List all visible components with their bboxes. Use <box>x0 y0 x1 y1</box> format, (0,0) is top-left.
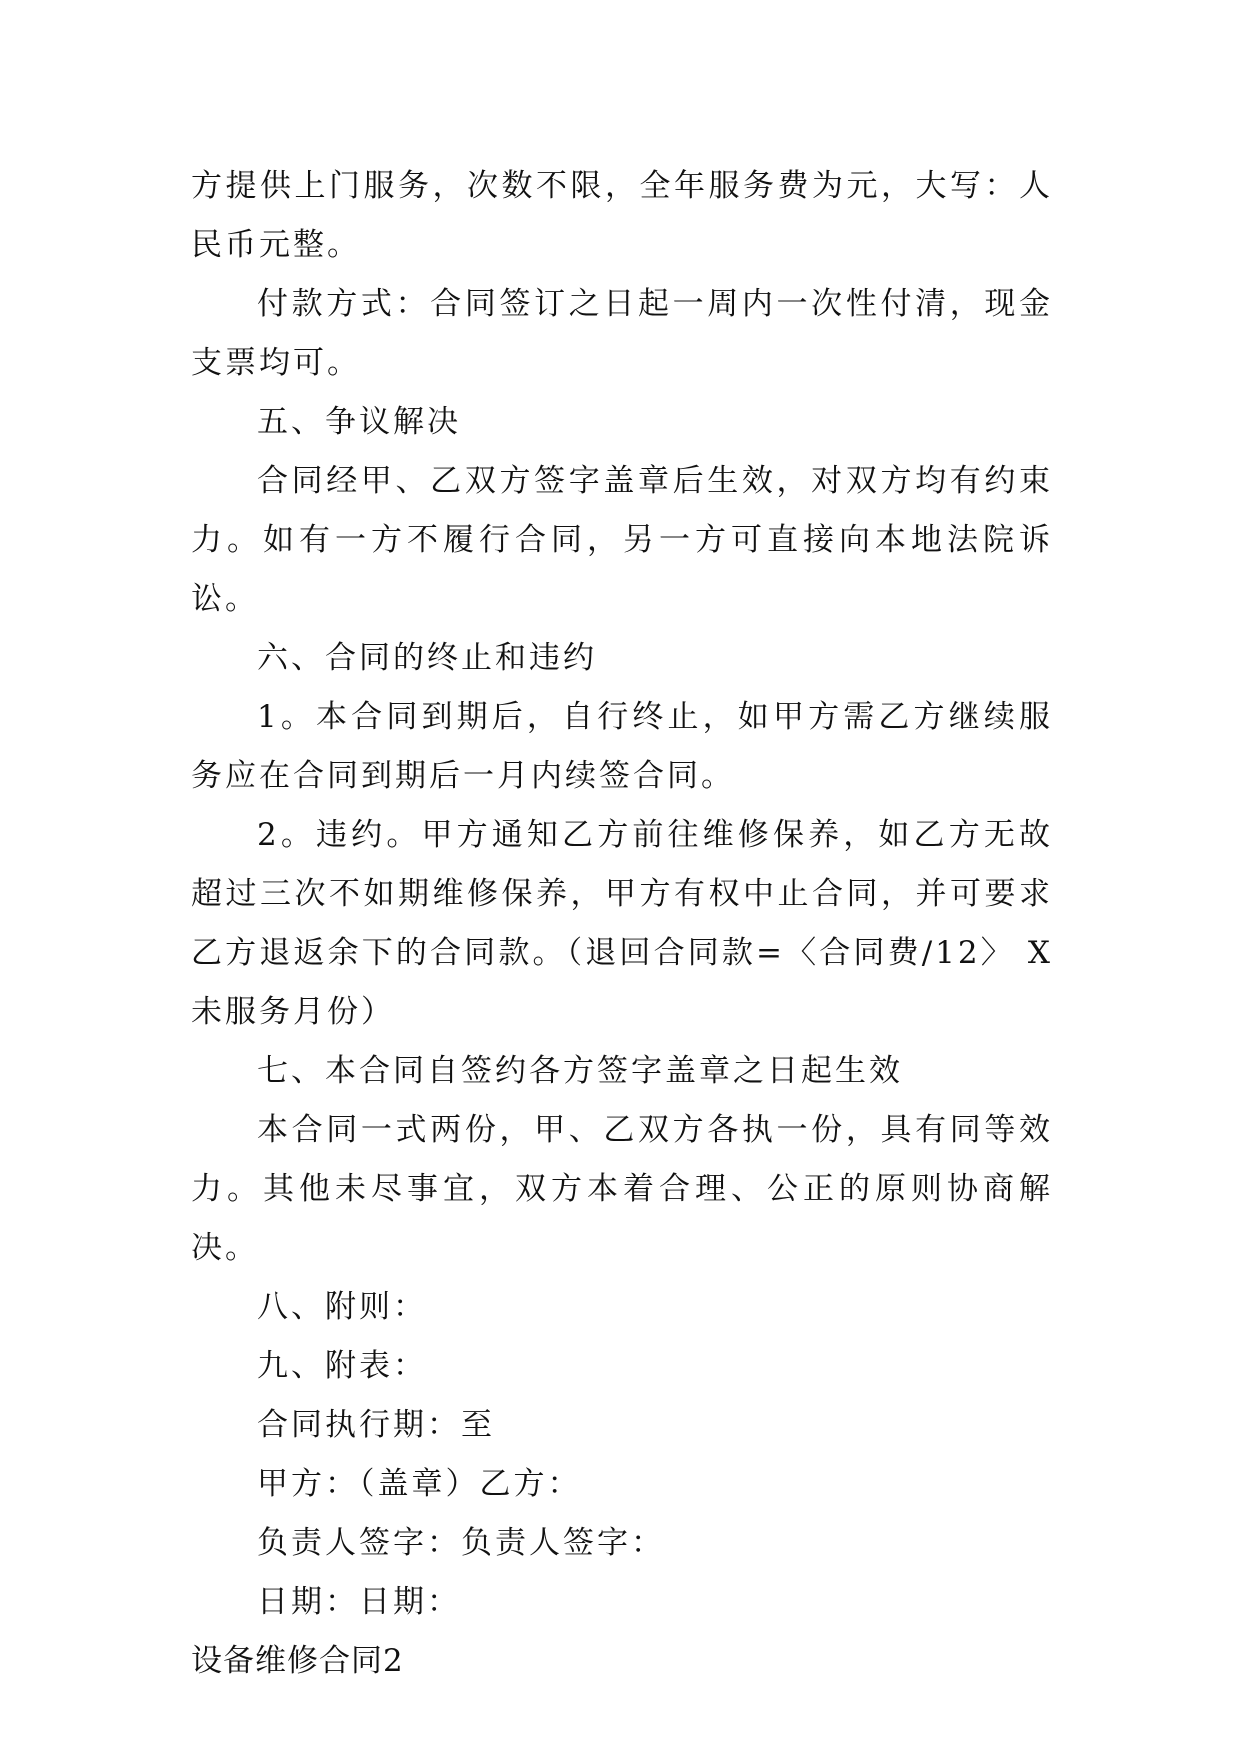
section-heading-supplementary: 八、附则： <box>257 1289 427 1325</box>
section-heading-effective: 七、本合同自签约各方签字盖章之日起生效 <box>257 1053 903 1089</box>
section-heading-termination: 六、合同的终止和违约 <box>257 640 597 676</box>
field-dates: 日期：日期： <box>257 1584 461 1620</box>
document-body <box>191 157 1053 1691</box>
paragraph-termination-2: 2。违约。甲方通知乙方前往维修保养，如乙方无故超过三次不如期维修保养，甲方有权中止合同，并可要求乙方退返余下的合同款。（退回合同款=〈合同费/12〉 X未服务月份） <box>191 817 1053 1030</box>
field-contract-period: 合同执行期：至 <box>257 1407 495 1443</box>
paragraph-payment-method: 付款方式：合同签订之日起一周内一次性付清，现金支票均可。 <box>191 286 1053 381</box>
section-heading-dispute: 五、争议解决 <box>257 404 461 440</box>
paragraph-termination-1: 1。本合同到期后，自行终止，如甲方需乙方继续服务应在合同到期后一月内续签合同。 <box>191 699 1053 794</box>
paragraph-service-fee: 方提供上门服务，次数不限，全年服务费为元，大写：人民币元整。 <box>191 168 1053 263</box>
field-signatures: 负责人签字：负责人签字： <box>257 1525 665 1561</box>
paragraph-dispute-resolution: 合同经甲、乙双方签字盖章后生效，对双方均有约束力。如有一方不履行合同，另一方可直接向本地法院诉讼。 <box>191 463 1053 617</box>
paragraph-copies: 本合同一式两份，甲、乙双方各执一份，具有同等效力。其他未尽事宜，双方本着合理、公正的原则协商解决。 <box>191 1112 1053 1266</box>
section-heading-appendix: 九、附表： <box>257 1348 427 1384</box>
next-document-title: 设备维修合同2 <box>191 1643 404 1679</box>
field-party-seal: 甲方：（盖章）乙方： <box>257 1466 582 1502</box>
